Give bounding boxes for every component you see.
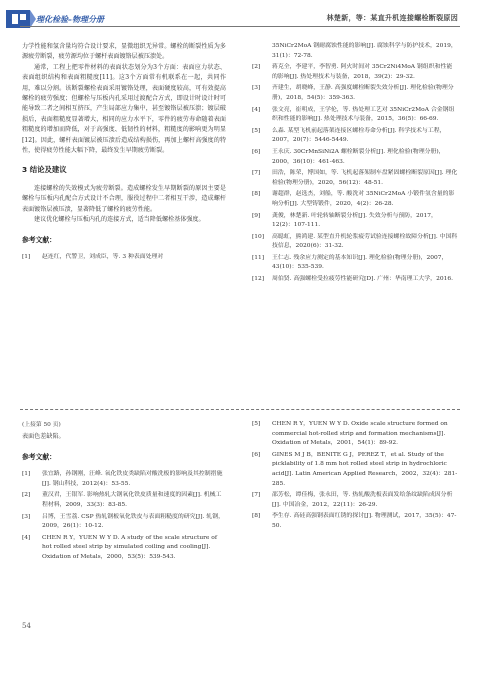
article-divider bbox=[20, 409, 460, 410]
reference-item bbox=[252, 451, 458, 489]
reference-number: [8] bbox=[252, 513, 261, 520]
reference-number: [8] bbox=[252, 191, 261, 198]
conclusion-paragraph: 建议优化螺栓与压板内孔的连接方式，适当降低螺栓基体强度。 bbox=[34, 216, 205, 224]
body-paragraph: 表面色差缺陷。 bbox=[22, 433, 65, 441]
reference-number: [5] bbox=[252, 127, 261, 134]
journal-logo-icon bbox=[6, 6, 36, 32]
reference-item bbox=[252, 275, 458, 285]
continuation-note: (上接第 50 页) bbox=[22, 422, 61, 428]
reference-item bbox=[252, 420, 458, 449]
header-rule bbox=[20, 26, 460, 27]
journal-logo-text: 理化检验–物理分册 bbox=[36, 15, 104, 24]
top-left-column bbox=[22, 42, 226, 265]
reference-item bbox=[22, 491, 226, 510]
references-title: 参考文献： bbox=[22, 235, 56, 244]
reference-number: [2] bbox=[252, 64, 261, 71]
reference-item bbox=[22, 534, 226, 563]
reference-text: 张文亮，崔明成，王学伦，等. 热处理工艺对 35NiCr2MoA 合金钢组织和性能的影响[J]. 热处理技术与装备，2015，36(5)：66-69. bbox=[272, 106, 455, 123]
reference-item bbox=[252, 148, 458, 167]
reference-text: 蒋克全，李建平，李智勇. 阿火时间对 35Cr2Ni4MoA 钢组织和性能的影响[J]. 热处理技术与装备，2018，39(2)：29-32. bbox=[272, 64, 453, 80]
reference-item bbox=[22, 470, 226, 489]
reference-item bbox=[252, 127, 458, 146]
reference-number: [9] bbox=[252, 212, 261, 219]
reference-item bbox=[22, 253, 226, 263]
body-paragraph: 通常，工程上把零件材料的表面状态划分为3个方面：表面应力状态、表面组织结构和表面粗糙度[11]。这3个方面常有机联系在一起，共同作用，难以分割。该断裂螺栓表面采用镀铬处理，表面硬度较高，可有效提高螺栓的疲劳强度；但螺栓与压板内孔采用过渡配合方式，即设计时设计时可能导致二者之间相互挤压，产生局部应力集中，甚至镀铬层被压溃；镀层破损后，表面粗糙度显著增大，相同的应力水平下，零件的疲劳寿命随着表面粗糙度的增加而降低，对于高强度、低韧性的材料，粗糙度的影响更为明显[12]。因此，螺杆表面镀层被压溃后造成结构损伤，再加上螺杆高强度的特性，使得疲劳性能大幅下降，最终发生早期疲劳断裂。 bbox=[22, 63, 226, 155]
reference-number: [1] bbox=[22, 253, 31, 260]
reference-item bbox=[252, 254, 458, 273]
reference-number: [4] bbox=[252, 106, 261, 113]
reference-number: [10] bbox=[252, 233, 265, 240]
reference-item bbox=[252, 491, 458, 510]
reference-item bbox=[252, 169, 458, 188]
page-header bbox=[0, 0, 480, 36]
reference-number: [4] bbox=[22, 534, 31, 541]
reference-number: [7] bbox=[252, 492, 261, 499]
reference-item bbox=[252, 190, 458, 209]
reference-text: GINES M J B，BENITE G J，PEREZ T，et al. Study of the picklability of 1.8 mm hot rolled steel strip in hydrochloric acid[J]. Latin American Applied Research，2002，32(4)：281-285. bbox=[272, 451, 458, 487]
running-head: 林楚新，等：某直升机连接螺栓断裂原因 bbox=[326, 14, 458, 22]
reference-number: [12] bbox=[252, 276, 265, 283]
top-right-column bbox=[252, 42, 458, 287]
reference-text: 李生存. 高硅高强钢表面红锈的探讨[J]. 物理测试，2017，35(5)：47-50. bbox=[272, 513, 457, 529]
reference-number: [3] bbox=[252, 85, 261, 92]
reference-text: 谢超群，赵选杰，刘船，等. 酸洗对 35NiCr2MoA 小锻件氢含量的影响分析[J]. 大型铸锻件，2020，4(2)：26-28. bbox=[272, 191, 455, 207]
section-title: 3 结论及建议 bbox=[22, 165, 67, 175]
reference-text: 董汉君，王银军. 影响热轧大钢氧化铁皮质量和速度的因素[J]. 机械工程材料，2009，33(3)：83-85. bbox=[42, 492, 222, 508]
reference-item bbox=[252, 512, 458, 531]
reference-text: 齐建生，胡晓峰，王静. 高强度螺栓断裂失效分析[J]. 理化检验(物理分册)，2018，54(5)：359-363. bbox=[272, 85, 454, 101]
reference-text: 吕博，王雪荔. CSP 热轧钢板氧化铁皮与表面粗糙度的研究[J]. 轧钢，2009，26(1)：10-12. bbox=[42, 513, 224, 530]
reference-text: 么森. 某型飞机前起落架连接区螺栓寿命分析[J]. 科学技术与工程，2007，20(7)：5446-5449. bbox=[272, 127, 446, 144]
reference-number: [3] bbox=[22, 513, 31, 520]
reference-number: [2] bbox=[22, 492, 31, 499]
reference-number: [6] bbox=[252, 148, 261, 155]
reference-text: 周伯贤. 高强螺栓受拉疲劳性能研究[D]. 广州：华南理工大学，2016. bbox=[272, 276, 453, 283]
reference-item bbox=[252, 233, 458, 252]
reference-text: 龚俊，林楚新. 叶轮转轴断裂分析[J]. 失效分析与预防，2017，12(2)：107-111. bbox=[272, 212, 437, 229]
conclusion-paragraph: 连接螺栓的失效模式为疲劳断裂。造成螺栓发生早期断裂的原因主要是螺栓与压板内孔配合方式设计不合理，服役过程中二者相互干涉，造成螺杆表面镀铬层被压溃，显著降低了螺栓的疲劳性能。 bbox=[22, 184, 226, 213]
reference-text: 35NiCr2MoA 钢耐腐蚀性能的影响[J]. 腐蚀科学与防护技术，2019，31(1)：72-78. bbox=[272, 43, 457, 59]
page-number: 54 bbox=[22, 622, 31, 630]
reference-number: [1] bbox=[22, 471, 31, 478]
reference-text: 王仁志. 残余应力测定的基本知识[J]. 理化检验(物理分册)，2007，43(10)：535-539. bbox=[272, 254, 448, 271]
reference-text: 田浩，陈荣，博国如，等. 飞机起落架制车盘紧固螺栓断裂原因[J]. 理化检验(物理分册)，2020，56(12)：48-51. bbox=[272, 170, 458, 186]
body-paragraph: 力学性能和氢含量均符合设计要求，显微组织无异常。螺栓的断裂性质为多源疲劳断裂，疲劳源均位于螺杆表面镀铬层被压溃处。 bbox=[22, 43, 226, 61]
reference-text: CHEN R Y，YUEN W Y D. Oxide scale structure formed on commercial hot-rolled strip and formation mechanisms[J]. Oxidation of Metals，2001，54(1)：89-92. bbox=[272, 421, 448, 447]
reference-item bbox=[252, 106, 458, 125]
reference-item bbox=[252, 84, 458, 103]
reference-item bbox=[22, 513, 226, 532]
reference-text: 张宜路，孙钢刚，汪峰. 氧化铁皮类缺陷对酸洗板的影响及其控制措施[J]. 钢山科技，2012(4)：53-55. bbox=[42, 471, 223, 487]
reference-item bbox=[252, 63, 458, 82]
bottom-left-column bbox=[22, 420, 226, 565]
reference-number: [6] bbox=[252, 451, 261, 458]
reference-number: [7] bbox=[252, 170, 261, 177]
reference-text: 王永庆. 30CrMnSiNi2A 螺栓断裂分析[J]. 理化检验(物理分册)，2000，36(10)：461-463. bbox=[272, 148, 445, 165]
reference-number: [5] bbox=[252, 421, 261, 427]
bottom-right-column bbox=[252, 420, 458, 534]
journal-logo bbox=[6, 6, 104, 32]
reference-item bbox=[252, 212, 458, 231]
reference-text: 赵连红，代警卫，刘成臣，等. 3 种表面处理对 bbox=[42, 253, 164, 260]
reference-text: CHEN R Y，YUEN W Y D. A study of the scale structure of hot rolled steel strip by simulated coiling and cooling[J]. Oxidation of Metals，2000，53(5)：539-543. bbox=[42, 534, 218, 560]
reference-text: 高聪虹，熊鸿建. 某型直升机轮浆疲劳试验连接螺栓故障分析[J]. 中国科技信息，2020(6)：31-32. bbox=[272, 233, 458, 250]
reference-item bbox=[252, 42, 458, 61]
references-title: 参考文献： bbox=[22, 452, 56, 461]
reference-number: [11] bbox=[252, 254, 265, 261]
reference-text: 邵芳松，谭佳梅，张永田，等. 热轧酸洗板表面发给条纹缺陷成因分析[J]. 中国冶金，2012，22(11)：26-29. bbox=[272, 492, 453, 508]
